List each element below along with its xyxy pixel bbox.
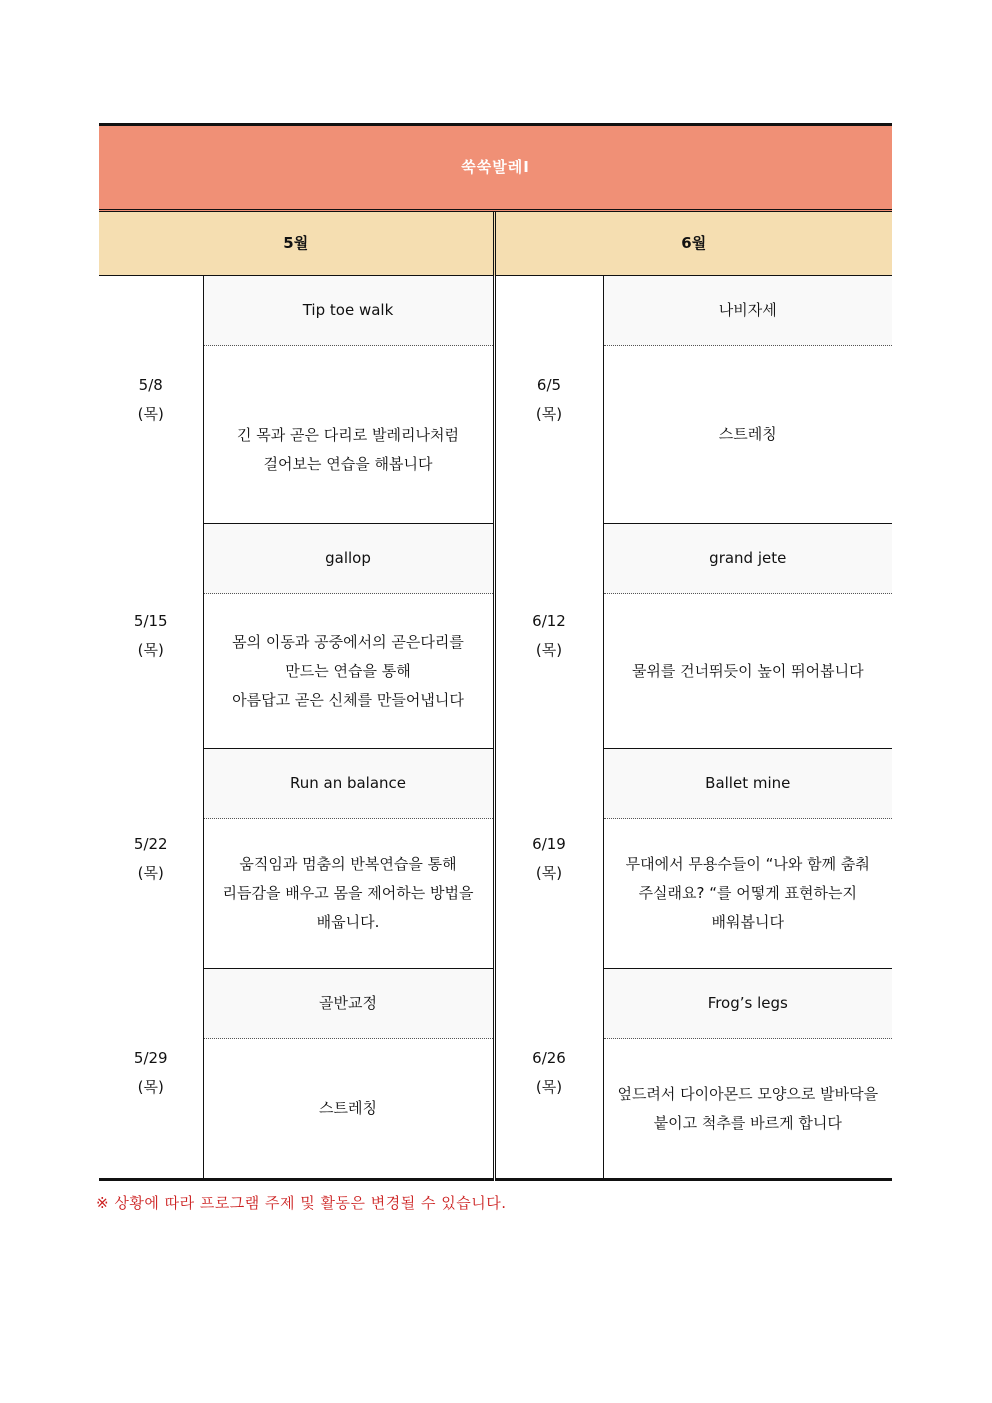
desc-cell-may-1 [203,346,494,524]
desc-line: 아름답고 곧은 신체를 만들어냅니다 [232,690,464,709]
desc-cell-june-1 [603,346,892,524]
desc-line: 걸어보는 연습을 해봅니다 [263,454,433,473]
date: 6/19 [532,834,566,853]
topic-cell-june-3: Ballet mine [603,749,892,819]
desc-cell-may-3 [203,819,494,969]
topic-cell-may-3: Run an balance [203,749,494,819]
date: 6/5 [536,375,562,394]
desc-line: 물위를 건너뛰듯이 높이 뛰어봅니다 [631,661,864,680]
desc-line: 몸의 이동과 공중에서의 곧은다리를 [232,632,464,651]
week-row-3-topic [99,749,892,819]
desc-cell-may-4 [203,1039,494,1180]
date-cell-june-1 [494,276,603,524]
desc-line: 긴 목과 곧은 다리로 발레리나처럼 [237,425,459,444]
topic-cell-june-1: 나비자세 [603,276,892,346]
date: 6/26 [532,1049,566,1068]
desc-line: 배웁니다. [316,913,380,931]
date-cell-may-1 [99,276,203,524]
desc-cell-june-3 [603,819,892,969]
week-row-4-topic [99,969,892,1039]
date-cell-june-4 [494,969,603,1180]
desc-cell-may-2 [203,594,494,749]
week-row-2-topic [99,524,892,594]
desc-line: 만드는 연습을 통해 [285,661,411,680]
weekday: (목) [535,641,563,659]
weekday: (목) [137,863,164,882]
date-cell-may-3 [99,749,203,969]
topic-cell-june-2: grand jete [603,524,892,594]
date: 5/29 [133,1049,168,1068]
date: 5/15 [133,612,168,630]
month-header-june: 6월 [494,211,892,276]
desc-line: 엎드려서 다이아몬드 모양으로 발바닥을 [617,1084,879,1103]
weekday: (목) [535,404,563,423]
desc-cell-june-2 [603,594,892,749]
footnote: ※ 상황에 따라 프로그램 주제 및 활동은 변경될 수 있습니다. [96,1194,507,1212]
topic-cell-may-1: Tip toe walk [203,276,494,346]
weekday: (목) [535,863,563,882]
date: 5/8 [138,375,163,394]
date-cell-june-2 [494,524,603,749]
weekday: (목) [137,641,164,659]
weekday: (목) [137,1078,164,1097]
desc-line: 스트레칭 [319,1099,377,1117]
month-header-may: 5월 [99,211,494,276]
title-row [99,125,892,211]
topic-cell-may-4: 골반교정 [203,969,494,1039]
desc-line: 붙이고 척추를 바르게 합니다 [653,1113,842,1132]
page-title: 쑥쑥발레Ⅰ [99,125,892,211]
date-cell-may-2 [99,524,203,749]
weekday: (목) [535,1078,563,1097]
desc-line: 스트레칭 [718,425,777,443]
date: 5/22 [133,834,168,853]
topic-cell-may-2: gallop [203,524,494,594]
desc-line: 리듬감을 배우고 몸을 제어하는 방법을 [222,884,474,902]
date-cell-june-3 [494,749,603,969]
weekday: (목) [137,404,164,423]
topic-cell-june-4: Frog’s legs [603,969,892,1039]
month-header-row [99,211,892,276]
schedule-table [99,123,892,1181]
desc-line: 무대에서 무용수들이 “나와 함께 춤춰 [625,855,870,873]
week-row-1-topic [99,276,892,346]
date-cell-may-4 [99,969,203,1180]
desc-line: 주실래요? “를 어떻게 표현하는지 [638,884,857,902]
desc-line: 배워봅니다 [711,913,784,931]
date: 6/12 [532,612,566,630]
desc-cell-june-4 [603,1039,892,1180]
desc-line: 움직임과 멈춤의 반복연습을 통해 [239,855,457,873]
